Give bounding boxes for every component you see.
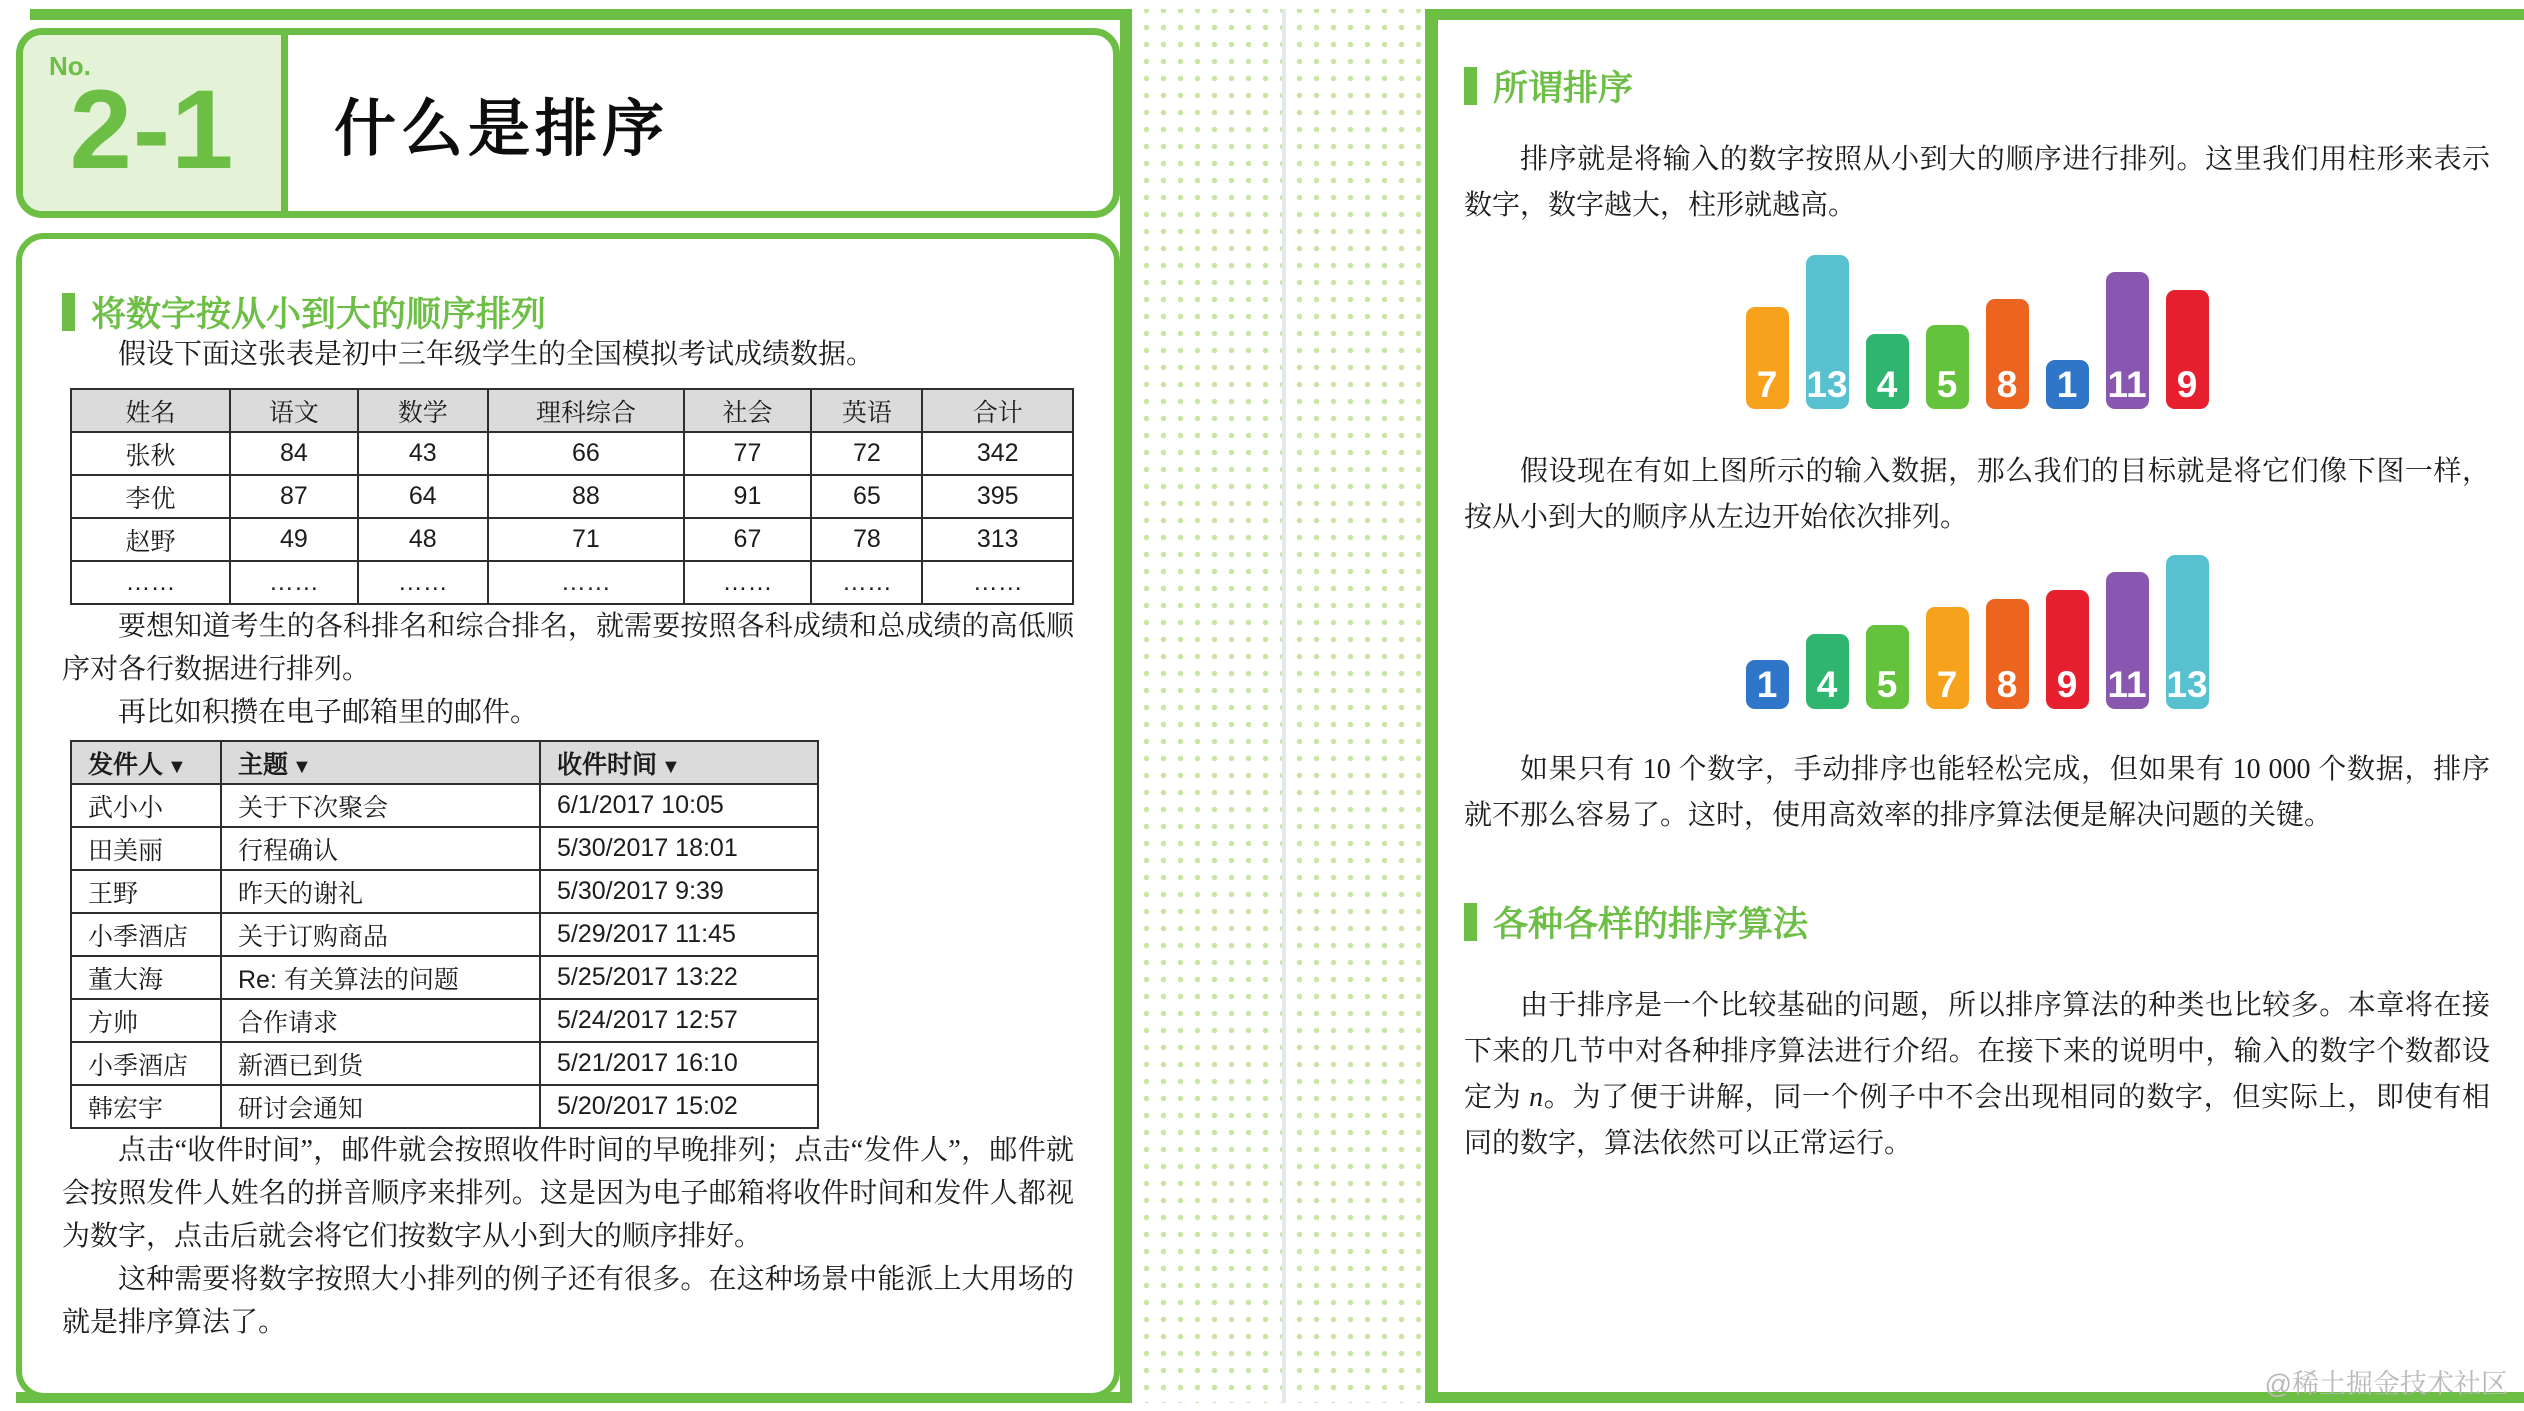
bar-value-label: 5 xyxy=(1936,363,1958,405)
bar-value-7 xyxy=(1746,307,1789,409)
email-table-cell: 5/21/2017 16:10 xyxy=(540,1042,818,1085)
right-page-content xyxy=(1438,9,2524,1403)
scores-table-cell: …… xyxy=(488,561,684,604)
bar-value-1 xyxy=(2046,360,2089,409)
paragraph: 要想知道考生的各科排名和综合排名，就需要按照各科成绩和总成绩的高低顺序对各行数据进行排列。 xyxy=(62,611,1074,685)
paragraph: 排序就是将输入的数字按照从小到大的顺序进行排列。这里我们用柱形来表示数字，数字越大，柱形就越高。 xyxy=(1464,144,2490,221)
left-page-content xyxy=(16,233,1120,1399)
email-table-cell: 合作请求 xyxy=(221,999,540,1042)
email-table-header-row xyxy=(71,741,818,784)
bar-value-label: 9 xyxy=(2176,363,2198,405)
bar-value-label: 7 xyxy=(1936,663,1958,705)
page-title: 什么是排序 xyxy=(334,94,670,164)
email-table xyxy=(70,740,819,1129)
bar-value-label: 11 xyxy=(2107,363,2147,405)
section-heading-label: 将数字按从小到大的顺序排列 xyxy=(91,295,547,334)
scores-table-cell: …… xyxy=(358,561,488,604)
email-table-header-cell xyxy=(71,741,221,784)
bar-value-13 xyxy=(1806,255,1849,409)
variable-n: n xyxy=(1529,1082,1544,1113)
scores-table-cell: 64 xyxy=(358,475,488,518)
email-table-cell: 小季酒店 xyxy=(71,1042,221,1085)
bar-value-8 xyxy=(1986,299,2029,409)
email-table-cell: 5/29/2017 11:45 xyxy=(540,913,818,956)
scores-table-cell: 43 xyxy=(358,432,488,475)
scores-table-header-row xyxy=(71,389,1073,432)
scores-table-header-cell: 合计 xyxy=(922,389,1073,432)
email-table-cell: 昨天的谢礼 xyxy=(221,870,540,913)
section-heading-what-is-sorting xyxy=(1464,65,2490,107)
email-table-cell: 行程确认 xyxy=(221,827,540,870)
bar-value-label: 8 xyxy=(1996,663,2018,705)
email-table-cell: 田美丽 xyxy=(71,827,221,870)
scores-table-cell: 67 xyxy=(684,518,812,561)
paragraph-text: 。为了便于讲解，同一个例子中不会出现相同的数字，但实际上，即使有相同的数字，算法依然可以正常运行。 xyxy=(1464,1082,2490,1159)
scores-table-cell: 77 xyxy=(684,432,812,475)
paragraph: 假设下面这张表是初中三年级学生的全国模拟考试成绩数据。 xyxy=(118,339,875,370)
section-heading-label: 各种各样的排序算法 xyxy=(1493,905,1809,944)
email-table-header-cell xyxy=(540,741,818,784)
scores-table-cell: …… xyxy=(922,561,1073,604)
email-table-row xyxy=(71,913,818,956)
bar-value-label: 1 xyxy=(2056,363,2078,405)
lesson-header xyxy=(16,28,1120,218)
bar-value-label: 5 xyxy=(1876,663,1898,705)
bar-value-13 xyxy=(2166,555,2209,709)
page-fold-line xyxy=(1282,9,1286,1403)
scores-table-header-cell: 英语 xyxy=(811,389,922,432)
email-table-cell: 方帅 xyxy=(71,999,221,1042)
email-header-label: 主题 xyxy=(238,750,289,779)
page-gutter-dotted xyxy=(1120,9,1438,1403)
scores-table-header-cell: 数学 xyxy=(358,389,488,432)
paragraph: 这种需要将数字按照大小排列的例子还有很多。在这种场景中能派上大用场的就是排序算法了。 xyxy=(62,1264,1074,1338)
lesson-number: 2-1 xyxy=(69,67,235,192)
email-table-cell: 5/25/2017 13:22 xyxy=(540,956,818,999)
email-table-header-cell xyxy=(221,741,540,784)
scores-table-cell: 395 xyxy=(922,475,1073,518)
bar-value-9 xyxy=(2046,590,2089,709)
scores-table-cell: 张秋 xyxy=(71,432,230,475)
bar-value-label: 7 xyxy=(1756,363,1778,405)
paragraph: 点击“收件时间”，邮件就会按照收件时间的早晚排列；点击“发件人”，邮件就会按照发件人姓名的拼音顺序来排列。这是因为电子邮箱将收件时间和发件人都视为数字，点击后就会将它们按数字从小到大的顺序排好。 xyxy=(62,1135,1074,1252)
email-table-cell: 新酒已到货 xyxy=(221,1042,540,1085)
heading-marker-icon xyxy=(1464,903,1477,941)
scores-table-cell: …… xyxy=(71,561,230,604)
scores-table-header-cell: 社会 xyxy=(684,389,812,432)
sort-desc-icon: ▼ xyxy=(661,755,681,778)
scores-table-row xyxy=(71,561,1073,604)
email-table-cell: 武小小 xyxy=(71,784,221,827)
email-table-cell: 关于下次聚会 xyxy=(221,784,540,827)
scores-table-cell: 72 xyxy=(811,432,922,475)
email-header-label: 收件时间 xyxy=(557,750,658,779)
sort-desc-icon: ▼ xyxy=(167,755,187,778)
bar-value-label: 13 xyxy=(2166,663,2208,705)
bar-chart-unsorted xyxy=(1464,253,2490,409)
scores-table-cell: 313 xyxy=(922,518,1073,561)
scores-table-header-cell: 语文 xyxy=(230,389,358,432)
scores-table-row xyxy=(71,475,1073,518)
scores-table-header-cell: 理科综合 xyxy=(488,389,684,432)
email-header-label: 发件人 xyxy=(88,750,164,779)
email-table-cell: 5/20/2017 15:02 xyxy=(540,1085,818,1128)
paragraph xyxy=(1464,983,2490,1167)
bar-value-7 xyxy=(1926,607,1969,709)
watermark: @稀土掘金技术社区 xyxy=(2264,1369,2508,1399)
bar-value-8 xyxy=(1986,599,2029,709)
paragraph: 假设现在有如上图所示的输入数据，那么我们的目标就是将它们像下图一样，按从小到大的顺序从左边开始依次排列。 xyxy=(1464,456,2490,533)
email-table-cell: 5/24/2017 12:57 xyxy=(540,999,818,1042)
bar-value-5 xyxy=(1926,325,1969,409)
scores-table-cell: …… xyxy=(684,561,812,604)
scores-table-row xyxy=(71,518,1073,561)
scores-table-cell: 71 xyxy=(488,518,684,561)
section-heading-various-algorithms xyxy=(1464,901,2490,943)
bar-value-1 xyxy=(1746,660,1789,709)
scores-table-cell: 李优 xyxy=(71,475,230,518)
email-table-row xyxy=(71,1085,818,1128)
scores-table-header-cell: 姓名 xyxy=(71,389,230,432)
bar-value-label: 9 xyxy=(2056,663,2078,705)
email-table-cell: 5/30/2017 9:39 xyxy=(540,870,818,913)
scores-table-cell: 342 xyxy=(922,432,1073,475)
email-table-cell: 研讨会通知 xyxy=(221,1085,540,1128)
scores-table xyxy=(70,388,1074,605)
email-table-cell: 关于订购商品 xyxy=(221,913,540,956)
email-table-row xyxy=(71,956,818,999)
scores-table-cell: 91 xyxy=(684,475,812,518)
bar-value-5 xyxy=(1866,625,1909,709)
bar-value-4 xyxy=(1806,634,1849,709)
bar-value-label: 4 xyxy=(1816,663,1838,705)
email-table-cell: 董大海 xyxy=(71,956,221,999)
sort-desc-icon: ▼ xyxy=(292,755,312,778)
lesson-number-panel xyxy=(23,35,288,211)
scores-table-cell: 87 xyxy=(230,475,358,518)
scores-table-cell: 49 xyxy=(230,518,358,561)
email-table-row xyxy=(71,827,818,870)
paragraph: 再比如积攒在电子邮箱里的邮件。 xyxy=(118,697,539,728)
bar-value-label: 8 xyxy=(1996,363,2018,405)
heading-marker-icon xyxy=(62,293,75,331)
lesson-no-label: No. xyxy=(49,51,91,81)
scores-table-cell: 48 xyxy=(358,518,488,561)
bar-value-label: 13 xyxy=(1806,363,1848,405)
scores-table-cell: 88 xyxy=(488,475,684,518)
section-heading-label: 所谓排序 xyxy=(1493,69,1634,108)
bar-value-label: 4 xyxy=(1876,363,1898,405)
bar-chart-sorted xyxy=(1464,553,2490,709)
email-table-row xyxy=(71,999,818,1042)
scores-table-cell: 65 xyxy=(811,475,922,518)
scores-table-cell: …… xyxy=(811,561,922,604)
email-table-cell: 6/1/2017 10:05 xyxy=(540,784,818,827)
bar-value-11 xyxy=(2106,572,2149,709)
paragraph: 如果只有 10 个数字，手动排序也能轻松完成，但如果有 10 000 个数据，排序就不那么容易了。这时，使用高效率的排序算法便是解决问题的关键。 xyxy=(1464,754,2490,831)
bar-value-9 xyxy=(2166,290,2209,409)
lesson-title-panel xyxy=(288,35,1113,211)
email-table-cell: Re: 有关算法的问题 xyxy=(221,956,540,999)
email-table-row xyxy=(71,870,818,913)
scores-table-cell: 赵野 xyxy=(71,518,230,561)
bar-value-4 xyxy=(1866,334,1909,409)
scores-table-row xyxy=(71,432,1073,475)
bar-value-label: 1 xyxy=(1756,663,1778,705)
email-table-cell: 5/30/2017 18:01 xyxy=(540,827,818,870)
scores-table-cell: 66 xyxy=(488,432,684,475)
email-table-row xyxy=(71,784,818,827)
heading-marker-icon xyxy=(1464,67,1477,105)
paragraph-text: 由于排序是一个比较基础的问题，所以排序算法的种类也比较多。本章将在接下来的几节中对各种排序算法进行介绍。在接下来的说明中，输入的数字个数都设定为 xyxy=(1464,990,2490,1113)
email-table-row xyxy=(71,1042,818,1085)
bar-value-11 xyxy=(2106,272,2149,409)
bar-value-label: 11 xyxy=(2107,663,2147,705)
email-table-cell: 韩宏宇 xyxy=(71,1085,221,1128)
scores-table-cell: …… xyxy=(230,561,358,604)
email-table-cell: 小季酒店 xyxy=(71,913,221,956)
email-table-cell: 王野 xyxy=(71,870,221,913)
scores-table-cell: 84 xyxy=(230,432,358,475)
section-heading-sort-ascending xyxy=(62,291,1074,333)
scores-table-cell: 78 xyxy=(811,518,922,561)
